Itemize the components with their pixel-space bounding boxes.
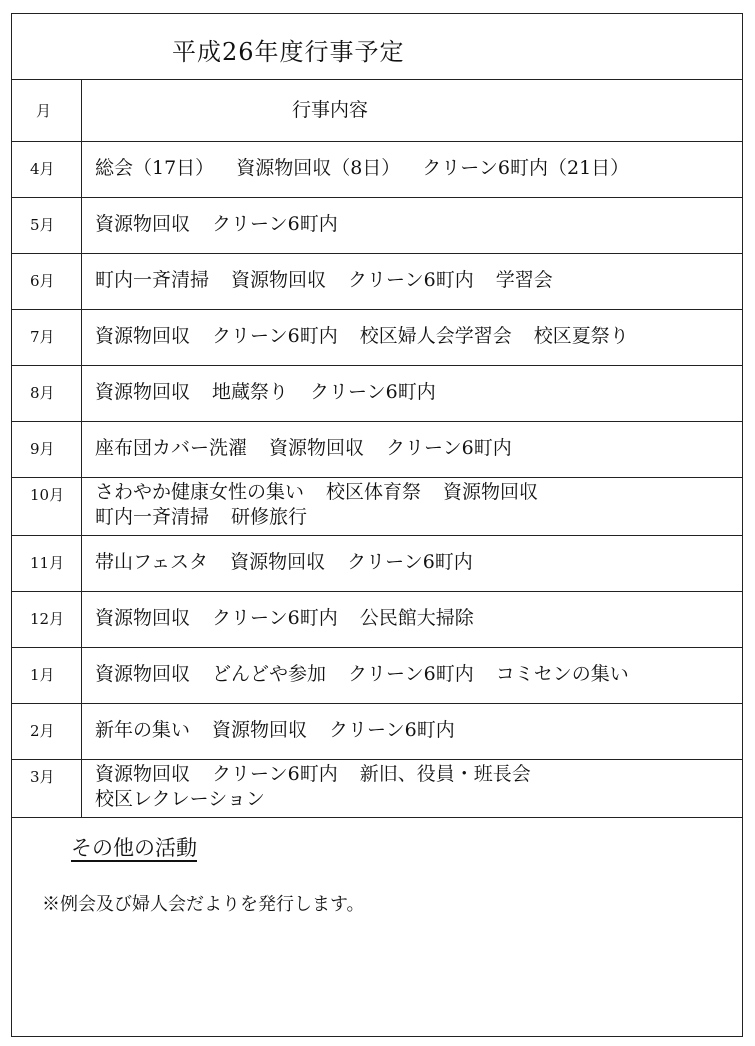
activity-item: クリーン6町内	[348, 663, 474, 685]
activity-item: 校区レクレーション	[95, 788, 265, 810]
month-cell: 11月	[12, 536, 82, 591]
activity-item: クリーン6町内（21日）	[422, 157, 630, 179]
activity-item: 資源物回収	[95, 213, 191, 235]
activity-line	[95, 787, 742, 812]
table-row	[12, 592, 742, 648]
table-header	[12, 80, 742, 142]
activity-item: 校区体育祭	[326, 481, 422, 503]
activity-item: 総会（17日）	[95, 157, 215, 179]
activity-item: 資源物回収	[230, 551, 326, 573]
activity-item: 資源物回収	[269, 437, 365, 459]
month-cell: 7月	[12, 310, 82, 365]
activities-cell	[82, 478, 742, 535]
activity-item: クリーン6町内	[212, 607, 338, 629]
schedule-table	[12, 80, 742, 818]
table-row	[12, 704, 742, 760]
activity-item: 資源物回収	[231, 269, 327, 291]
other-activities-note: ※例会及び婦人会だよりを発行します。	[42, 894, 365, 915]
activities-cell	[82, 366, 742, 421]
activity-item: クリーン6町内	[348, 269, 474, 291]
activities-cell	[82, 536, 742, 591]
activity-item: クリーン6町内	[212, 213, 338, 235]
other-activities-title: その他の活動	[71, 836, 197, 860]
activities-cell	[82, 592, 742, 647]
table-row	[12, 536, 742, 592]
month-cell: 12月	[12, 592, 82, 647]
table-row	[12, 142, 742, 198]
table-row	[12, 478, 742, 536]
month-cell: 6月	[12, 254, 82, 309]
month-cell: 9月	[12, 422, 82, 477]
activity-item: 資源物回収	[443, 481, 539, 503]
activity-item: 公民館大掃除	[359, 607, 474, 629]
activities-cell	[82, 142, 742, 197]
table-row	[12, 310, 742, 366]
table-row	[12, 422, 742, 478]
activity-item: 町内一斉清掃	[95, 506, 210, 528]
activity-item: 町内一斉清掃	[95, 269, 210, 291]
table-row	[12, 198, 742, 254]
activities-cell	[82, 704, 742, 759]
month-cell: 2月	[12, 704, 82, 759]
activities-cell	[82, 760, 742, 817]
activity-item: クリーン6町内	[212, 763, 338, 785]
activity-item: 校区婦人会学習会	[359, 325, 512, 347]
activity-item: 地蔵祭り	[212, 381, 289, 403]
activity-item: どんどや参加	[212, 663, 327, 685]
activities-cell	[82, 310, 742, 365]
table-row	[12, 760, 742, 818]
month-cell: 1月	[12, 648, 82, 703]
activity-item: さわやか健康女性の集い	[95, 481, 305, 503]
activity-item: 校区夏祭り	[533, 325, 629, 347]
activity-item: 資源物回収	[95, 381, 191, 403]
activity-item: クリーン6町内	[386, 437, 512, 459]
activity-item: 研修旅行	[231, 506, 308, 528]
activity-line	[95, 505, 742, 530]
activities-cell	[82, 648, 742, 703]
activities-cell	[82, 422, 742, 477]
activity-item: 帯山フェスタ	[95, 551, 209, 573]
activity-item: 新年の集い	[95, 719, 191, 741]
schedule-sheet	[11, 13, 743, 1037]
activity-item: 新旧、役員・班長会	[359, 763, 531, 785]
month-cell: 5月	[12, 198, 82, 253]
activity-item: 資源物回収	[95, 763, 191, 785]
activity-item: 資源物回収	[212, 719, 308, 741]
month-cell: 3月	[12, 760, 82, 817]
activity-line	[95, 762, 742, 787]
activity-item: クリーン6町内	[347, 551, 473, 573]
month-cell: 8月	[12, 366, 82, 421]
activity-item: クリーン6町内	[212, 325, 338, 347]
month-cell: 4月	[12, 142, 82, 197]
month-column-header: 月	[12, 80, 82, 141]
table-row	[12, 254, 742, 310]
activity-item: 資源物回収（8日）	[236, 157, 401, 179]
activity-item: 資源物回収	[95, 663, 191, 685]
activity-item: クリーン6町内	[329, 719, 455, 741]
title-row	[12, 14, 742, 80]
activity-item: 資源物回収	[95, 607, 191, 629]
activities-cell	[82, 198, 742, 253]
page-title: 平成26年度行事予定	[172, 38, 405, 66]
table-row	[12, 648, 742, 704]
activity-item: 座布団カバー洗濯	[95, 437, 248, 459]
month-cell: 10月	[12, 478, 82, 535]
content-column-header: 行事内容	[292, 99, 369, 121]
activity-item: コミセンの集い	[495, 663, 629, 685]
activities-cell	[82, 254, 742, 309]
activity-line	[95, 480, 742, 505]
table-row	[12, 366, 742, 422]
activity-item: クリーン6町内	[310, 381, 436, 403]
activity-item: 学習会	[495, 269, 553, 291]
activity-item: 資源物回収	[95, 325, 191, 347]
